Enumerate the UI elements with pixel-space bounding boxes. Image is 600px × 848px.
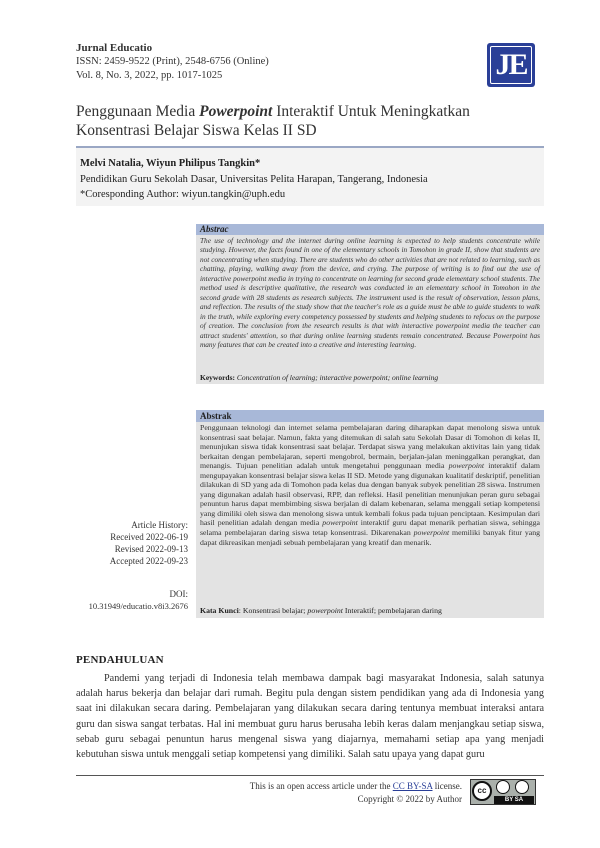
license-line bbox=[200, 781, 462, 791]
abstrak-italic-3: powerpoint bbox=[413, 528, 450, 538]
keywords-value: Concentration of learning; interactive powerpoint; online learning bbox=[235, 373, 439, 382]
abstrak-italic-2: powerpoint bbox=[322, 518, 358, 528]
volume-line: Vol. 8, No. 3, 2022, pp. 1017-1025 bbox=[76, 70, 223, 81]
journal-name: Jurnal Educatio bbox=[76, 42, 153, 54]
kata-kunci-italic: powerpoint bbox=[307, 606, 343, 615]
affiliation: Pendidikan Guru Sekolah Dasar, Universitas Pelita Harapan, Tangerang, Indonesia bbox=[80, 174, 428, 185]
doi-link[interactable]: 10.31949/educatio.v8i3.2676 bbox=[88, 601, 188, 611]
copyright: Copyright © 2022 by Author bbox=[357, 794, 462, 804]
authors: Melvi Natalia, Wiyun Philipus Tangkin* bbox=[80, 158, 261, 169]
accepted-date: Accepted 2022-09-23 bbox=[109, 556, 188, 566]
intro-paragraph: Pandemi yang terjadi di Indonesia telah membawa dampak bagi masyarakat Indonesia, salah satunya adalah harus bekerja dan belajar dari rumah. Begitu pula dengan sistem pendidikan yang ada di Indonesia yang saat ini dilakukan secara daring. Pembelajaran yang dilakukan secara daring tentunya membuat interaksi antara guru dan siswa sangat terbatas. Hal ini membuat guru harus berusaha lebih keras dalam menjangkau setiap siswa, sebab guru sebagai penuntun harus mengenal siswa yang diajarnya, memahami setiap apa yang menjadi kebutuhan siswa untuk menggali setiap kompetensi yang dimiliki. Salah satu upaya yang dapat guru bbox=[76, 673, 544, 761]
share-alike-icon bbox=[515, 780, 529, 794]
abstrak-seg-1: Penggunaan teknologi dan internet selama pembelajaran daring diharapkan dapat menolong siswa untuk konsentrasi saat belajar. Namun, fakta yang ditemukan di salah satu Sekolah Dasar di Tomohon di kelas II, menunjukan siswa tidak konsentrasi saat belajar. Terdapat siswa yang melakukan aktivitas lain yang tidak berkaitan dengan pembelajaran, seperti mengobrol, bermain, berjalan-jalan meninggalkan perangkat, dan menangis. Tujuan penelitian adalah untuk mengetahui penggunaan media bbox=[200, 423, 540, 471]
cc-icon: cc bbox=[472, 781, 492, 801]
revised-date: Revised 2022-09-13 bbox=[114, 544, 188, 554]
title-italic: Powerpoint bbox=[199, 103, 273, 120]
title-part-2: Interaktif Untuk Meningkatkan Konsentrasi Belajar Siswa Kelas II SD bbox=[76, 103, 470, 139]
abstract-id-keywords bbox=[200, 606, 540, 615]
abstract-en-heading: Abstrac bbox=[196, 224, 544, 235]
abstract-id-text bbox=[200, 423, 540, 547]
license-suffix: license. bbox=[432, 781, 462, 791]
section-heading-intro: PENDAHULUAN bbox=[76, 654, 164, 666]
issn-line: ISSN: 2459-9522 (Print), 2548-6756 (Online) bbox=[76, 56, 269, 67]
person-icon bbox=[496, 780, 510, 794]
article-title bbox=[76, 102, 546, 140]
received-date: Received 2022-06-19 bbox=[110, 532, 188, 542]
kata-kunci-seg-1: : Konsentrasi belajar; bbox=[238, 606, 308, 615]
abstract-en-text: The use of technology and the internet during online learning is expected to help students concentrate while studying. However, the facts found in one of the elementary schools in Tomohon in grade II, show that students are not concentrating when studying. There are students who do other activities that are not related to learning, such as chatting, playing, walking away from the device, and crying. The purpose of writing is to find out the use of interactive powerpoint media in trying to concentrate on learning for second grade elementary school students. The method used is descriptive qualitative, the research was conducted in an elementary school in Tomohon in the second grade with 28 students as research subjects. The instrument used is the result of observation, lesson plans, and reflection. The results of the study show that the teacher's role as a guide must be able to guide students to walk in the truth, while exploring every competency possessed by students and helping students to refocus on the purpose of creation. The conclusion from the research results is that with interactive powerpoint media the teacher can attract students' attention, so that during online learning students remain concentrated. Because Powerpoint has many features that can be created into a creative and interesting learning. bbox=[200, 236, 540, 349]
abstract-id-heading: Abstrak bbox=[196, 410, 544, 422]
abstract-en-keywords bbox=[200, 373, 540, 382]
corresponding-author: *Coresponding Author: wiyun.tangkin@uph.edu bbox=[80, 189, 286, 200]
keywords-label: Keywords: bbox=[200, 373, 235, 382]
article-history-label: Article History: bbox=[131, 520, 188, 530]
abstrak-seg-2: interaktif dalam mengupayakan konsentrasi belajar siswa kelas II SD. Metode yang digunakan kualitatif deskriptif, penelitian dilakukan di SD yang ada di Tomohon pada kelas dua dengan banyak subyek penelitian 28 siswa. Instrumen yang digunakan adalah hasil observasi, RPP, dan refleksi. Hasil penelitian menunjukan peran guru sebagai penuntun harus dapat membimbing siswa berjalan di dalam kebenaran, selama menggali setiap kompetensi yang dimiliki oleh siswa dan menolong siswa untuk kembali fokus pada tujuan penciptaan. Kesimpulan dari hasil penelitian adalah dengan media bbox=[200, 461, 540, 528]
cc-by-sa-label: BY SA bbox=[494, 796, 534, 804]
kata-kunci-label: Kata Kunci bbox=[200, 606, 239, 615]
kata-kunci-seg-2: Interaktif; pembelajaran daring bbox=[342, 606, 442, 615]
abstrak-seg-3: interaktif guru dapat menarik perhatian siswa, sehingga selama pembelajaran daring siswa tetap konsentrasi. Dikarenakan bbox=[200, 518, 540, 538]
doi-label: DOI: bbox=[169, 589, 188, 599]
license-link[interactable]: CC BY-SA bbox=[392, 781, 433, 791]
journal-logo: JE bbox=[487, 43, 535, 87]
abstrak-italic-1: powerpoint bbox=[448, 461, 485, 471]
license-prefix: This is an open access article under the bbox=[249, 781, 393, 791]
abstrak-seg-4: memiliki banyak fitur yang dapat dikreasikan menjadi sebuah pembelajaran yang kreatif dan menarik. bbox=[200, 528, 540, 547]
footer-divider bbox=[76, 775, 544, 776]
title-part-1: Penggunaan Media bbox=[76, 103, 200, 120]
